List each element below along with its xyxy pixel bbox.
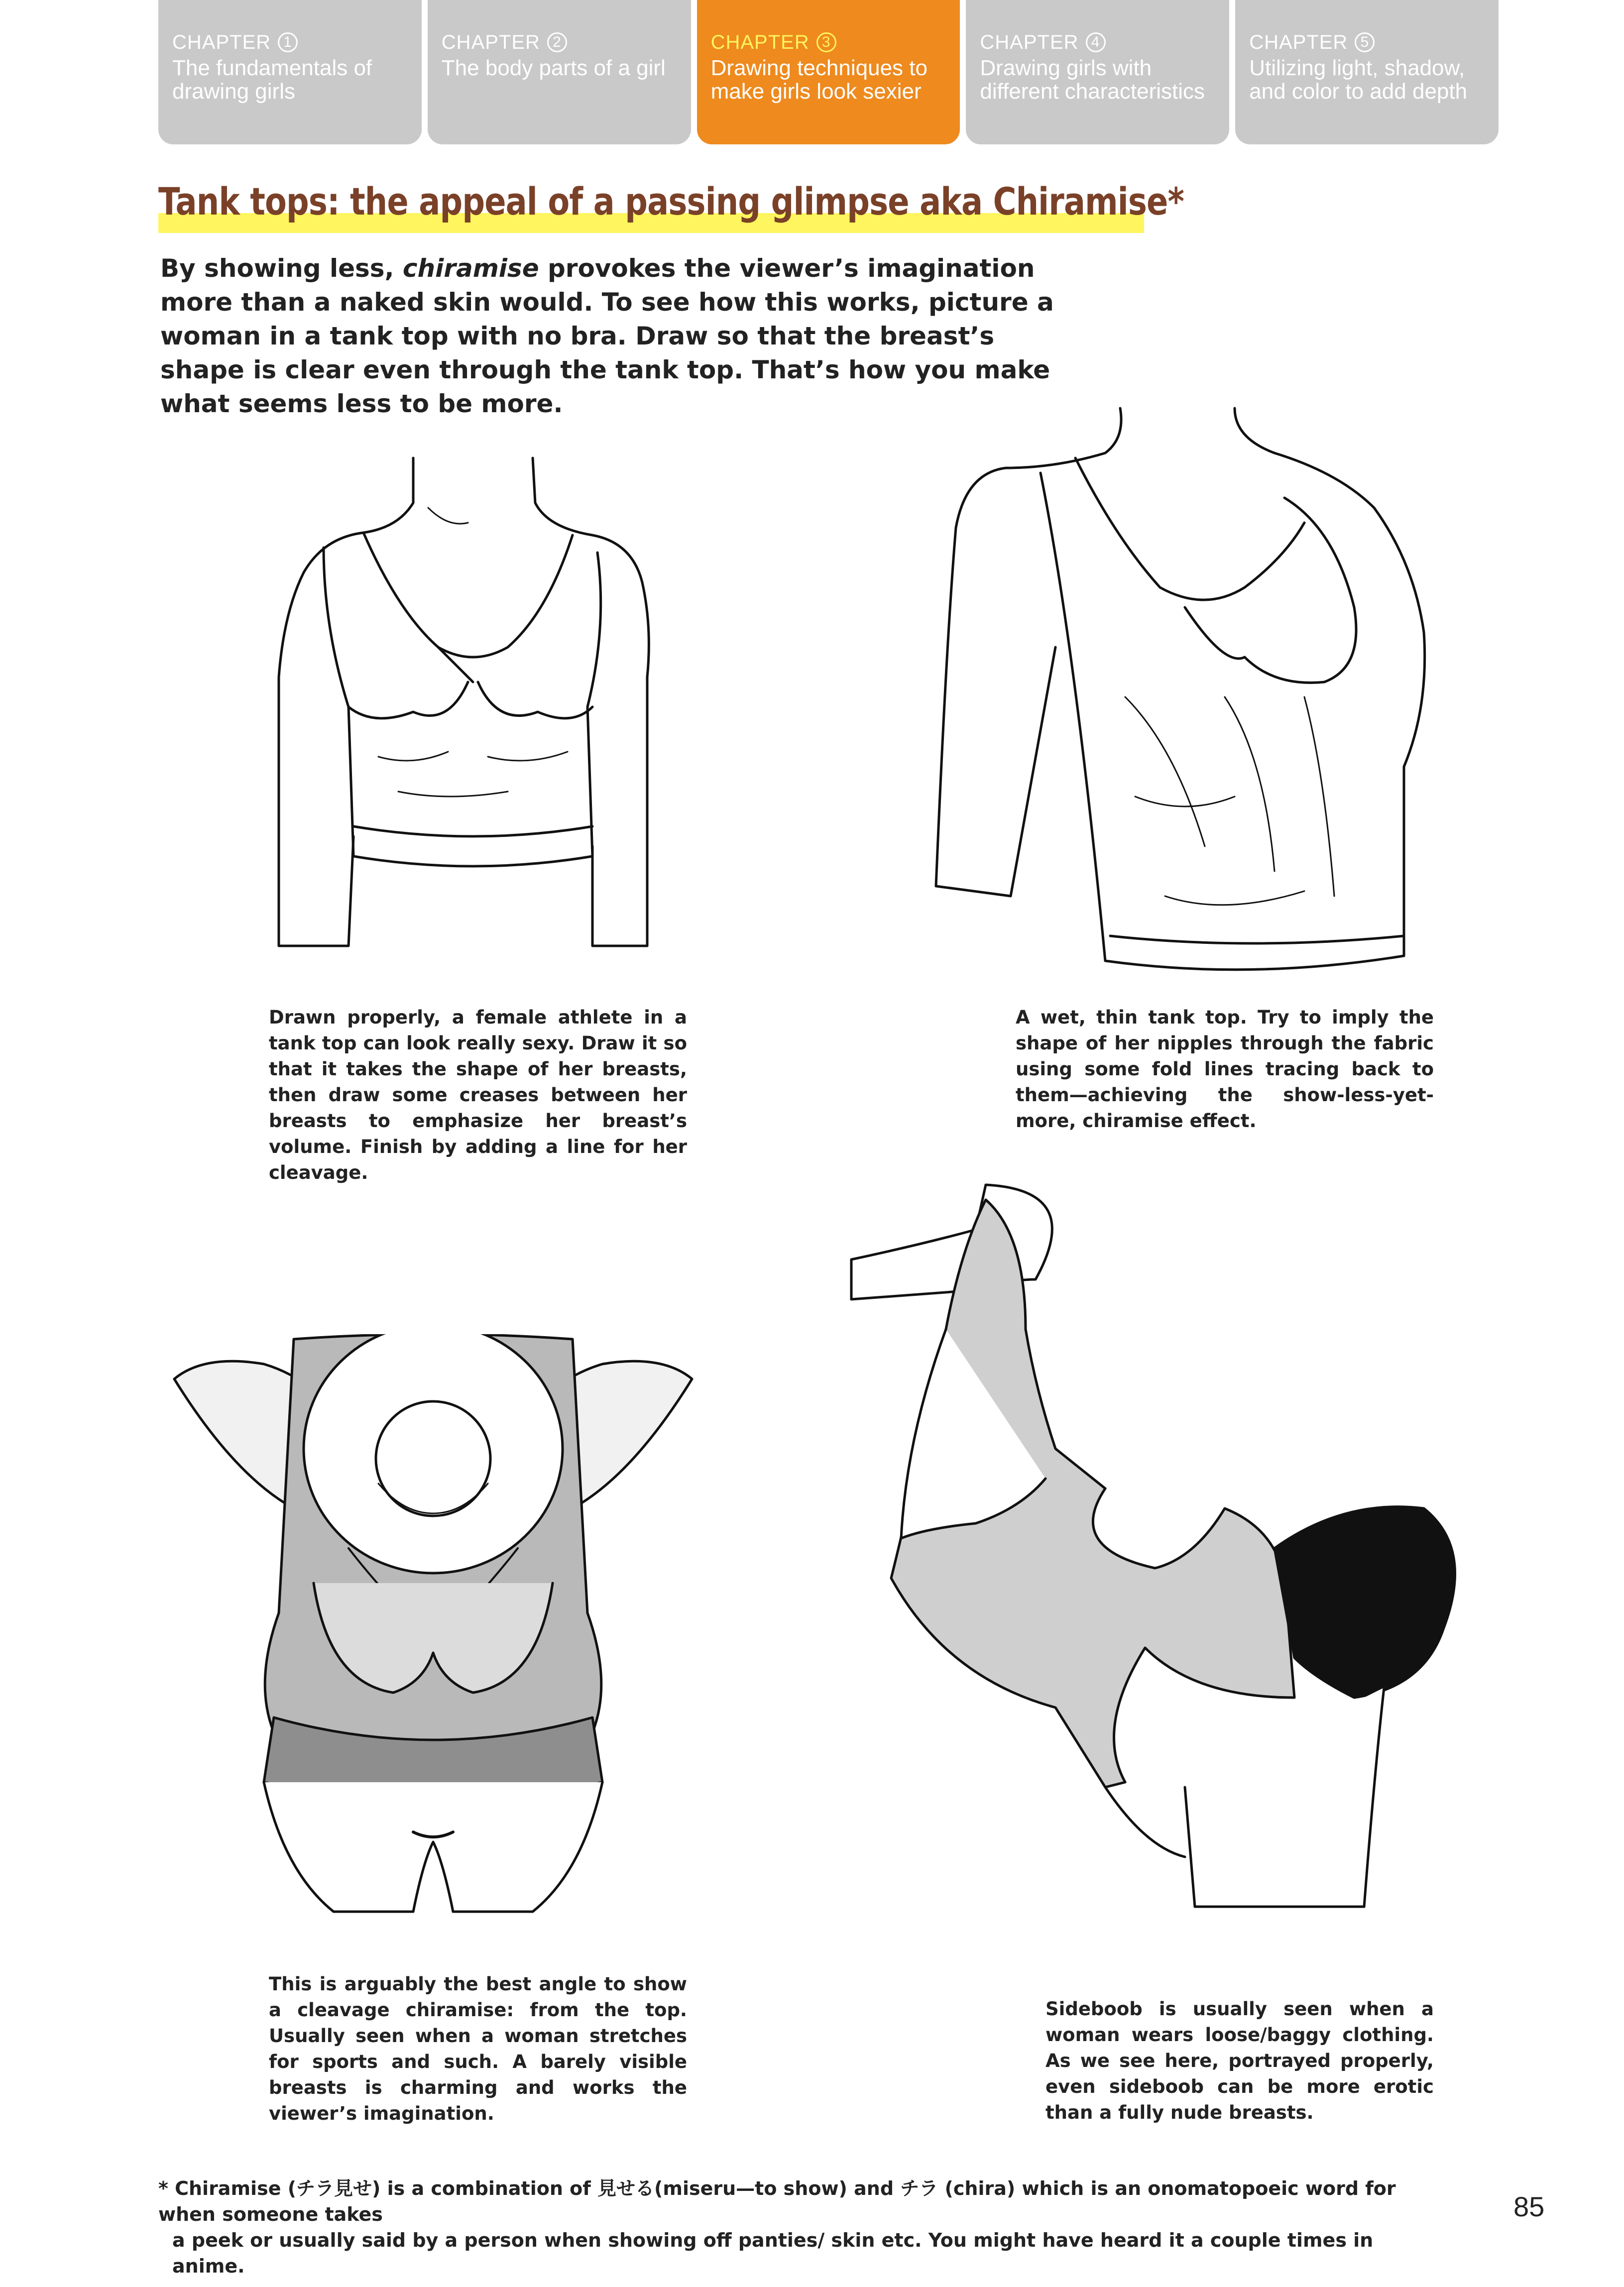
chapter-title: The fundamentals of drawing girls (172, 56, 372, 104)
chapter-title: The body parts of a girl (441, 56, 666, 80)
section-title: Tank tops: the appeal of a passing glimpse aka Chiramise* (158, 179, 1184, 224)
footnote (158, 2175, 1428, 2279)
chapter-label: CHAPTER 2 (442, 31, 676, 54)
chapter-title: Drawing girls with different characteristics (980, 56, 1205, 104)
chapter-title: Drawing techniques to make girls look sexier (710, 56, 928, 104)
footnote-line-2: a peek or usually said by a person when showing off panties/ skin etc. You might have heard it a couple times in anime. (172, 2229, 1374, 2277)
section-header (158, 179, 1379, 224)
tab-chapter-4[interactable] (966, 0, 1229, 144)
chapter-label: CHAPTER 3 (711, 31, 945, 54)
tab-chapter-1[interactable] (158, 0, 422, 144)
chapter-number-badge: 1 (278, 32, 298, 52)
chapter-tabs (158, 0, 1499, 144)
chapter-label: CHAPTER 1 (172, 31, 407, 54)
page-number: 85 (1513, 2191, 1545, 2222)
chapter-label: CHAPTER 4 (980, 31, 1214, 54)
chapter-label: CHAPTER 5 (1249, 31, 1484, 54)
figure-3-caption: This is arguably the best angle to show a cleavage chiramise: from the top. Usually seen when a woman stretches for sports and such. A barely visible breasts is charming and works the viewer’s imagination. (269, 1973, 687, 2124)
chapter-number-badge: 4 (1086, 32, 1106, 52)
athlete-tank-top-illustration (249, 448, 677, 986)
chapter-number-badge: 5 (1355, 32, 1375, 52)
tab-chapter-2[interactable] (428, 0, 691, 144)
figure-2-caption: A wet, thin tank top. Try to imply the shape of her nipples through the fabric using some fold lines tracing back to them—achieving the show-less-yet-more, chiramise effect. (1016, 1007, 1434, 1132)
footnote-line-1: * Chiramise (チラ見せ) is a combination of 見せる(miseru—to show) and チラ (chira) which is an onomatopoeic word for when someone takes (158, 2177, 1396, 2225)
tab-chapter-5[interactable] (1235, 0, 1499, 144)
chapter-number-badge: 3 (816, 32, 836, 52)
chapter-number-badge: 2 (547, 32, 567, 52)
intro-paragraph: By showing less, chiramise provokes the viewer’s imagination more than a naked skin would. To see how this works, picture a woman in a tank top with no bra. Draw so that the breast’s shape is clear even through the tank top. That’s how you make what seems less to be more. (160, 254, 1054, 418)
intro-emphasis: chiramise (402, 254, 539, 283)
tab-chapter-3[interactable] (697, 0, 960, 144)
chapter-title: Utilizing light, shadow, and color to add depth (1249, 56, 1468, 104)
sideboob-illustration (846, 1180, 1469, 1927)
wet-tank-top-illustration (926, 398, 1479, 996)
figure-4-caption: Sideboob is usually seen when a woman wears loose/baggy clothing. As we see here, portrayed properly, even sideboob can be more erotic than a fully nude breasts. (1045, 1998, 1434, 2123)
figure-1-caption: Drawn properly, a female athlete in a tank top can look really sexy. Draw it so that it takes the shape of her breasts, then draw some creases between her breasts to emphasize her breast’s volume. Finish by adding a line for her cleavage. (269, 1007, 687, 1183)
top-angle-cleavage-illustration (164, 1334, 702, 1922)
